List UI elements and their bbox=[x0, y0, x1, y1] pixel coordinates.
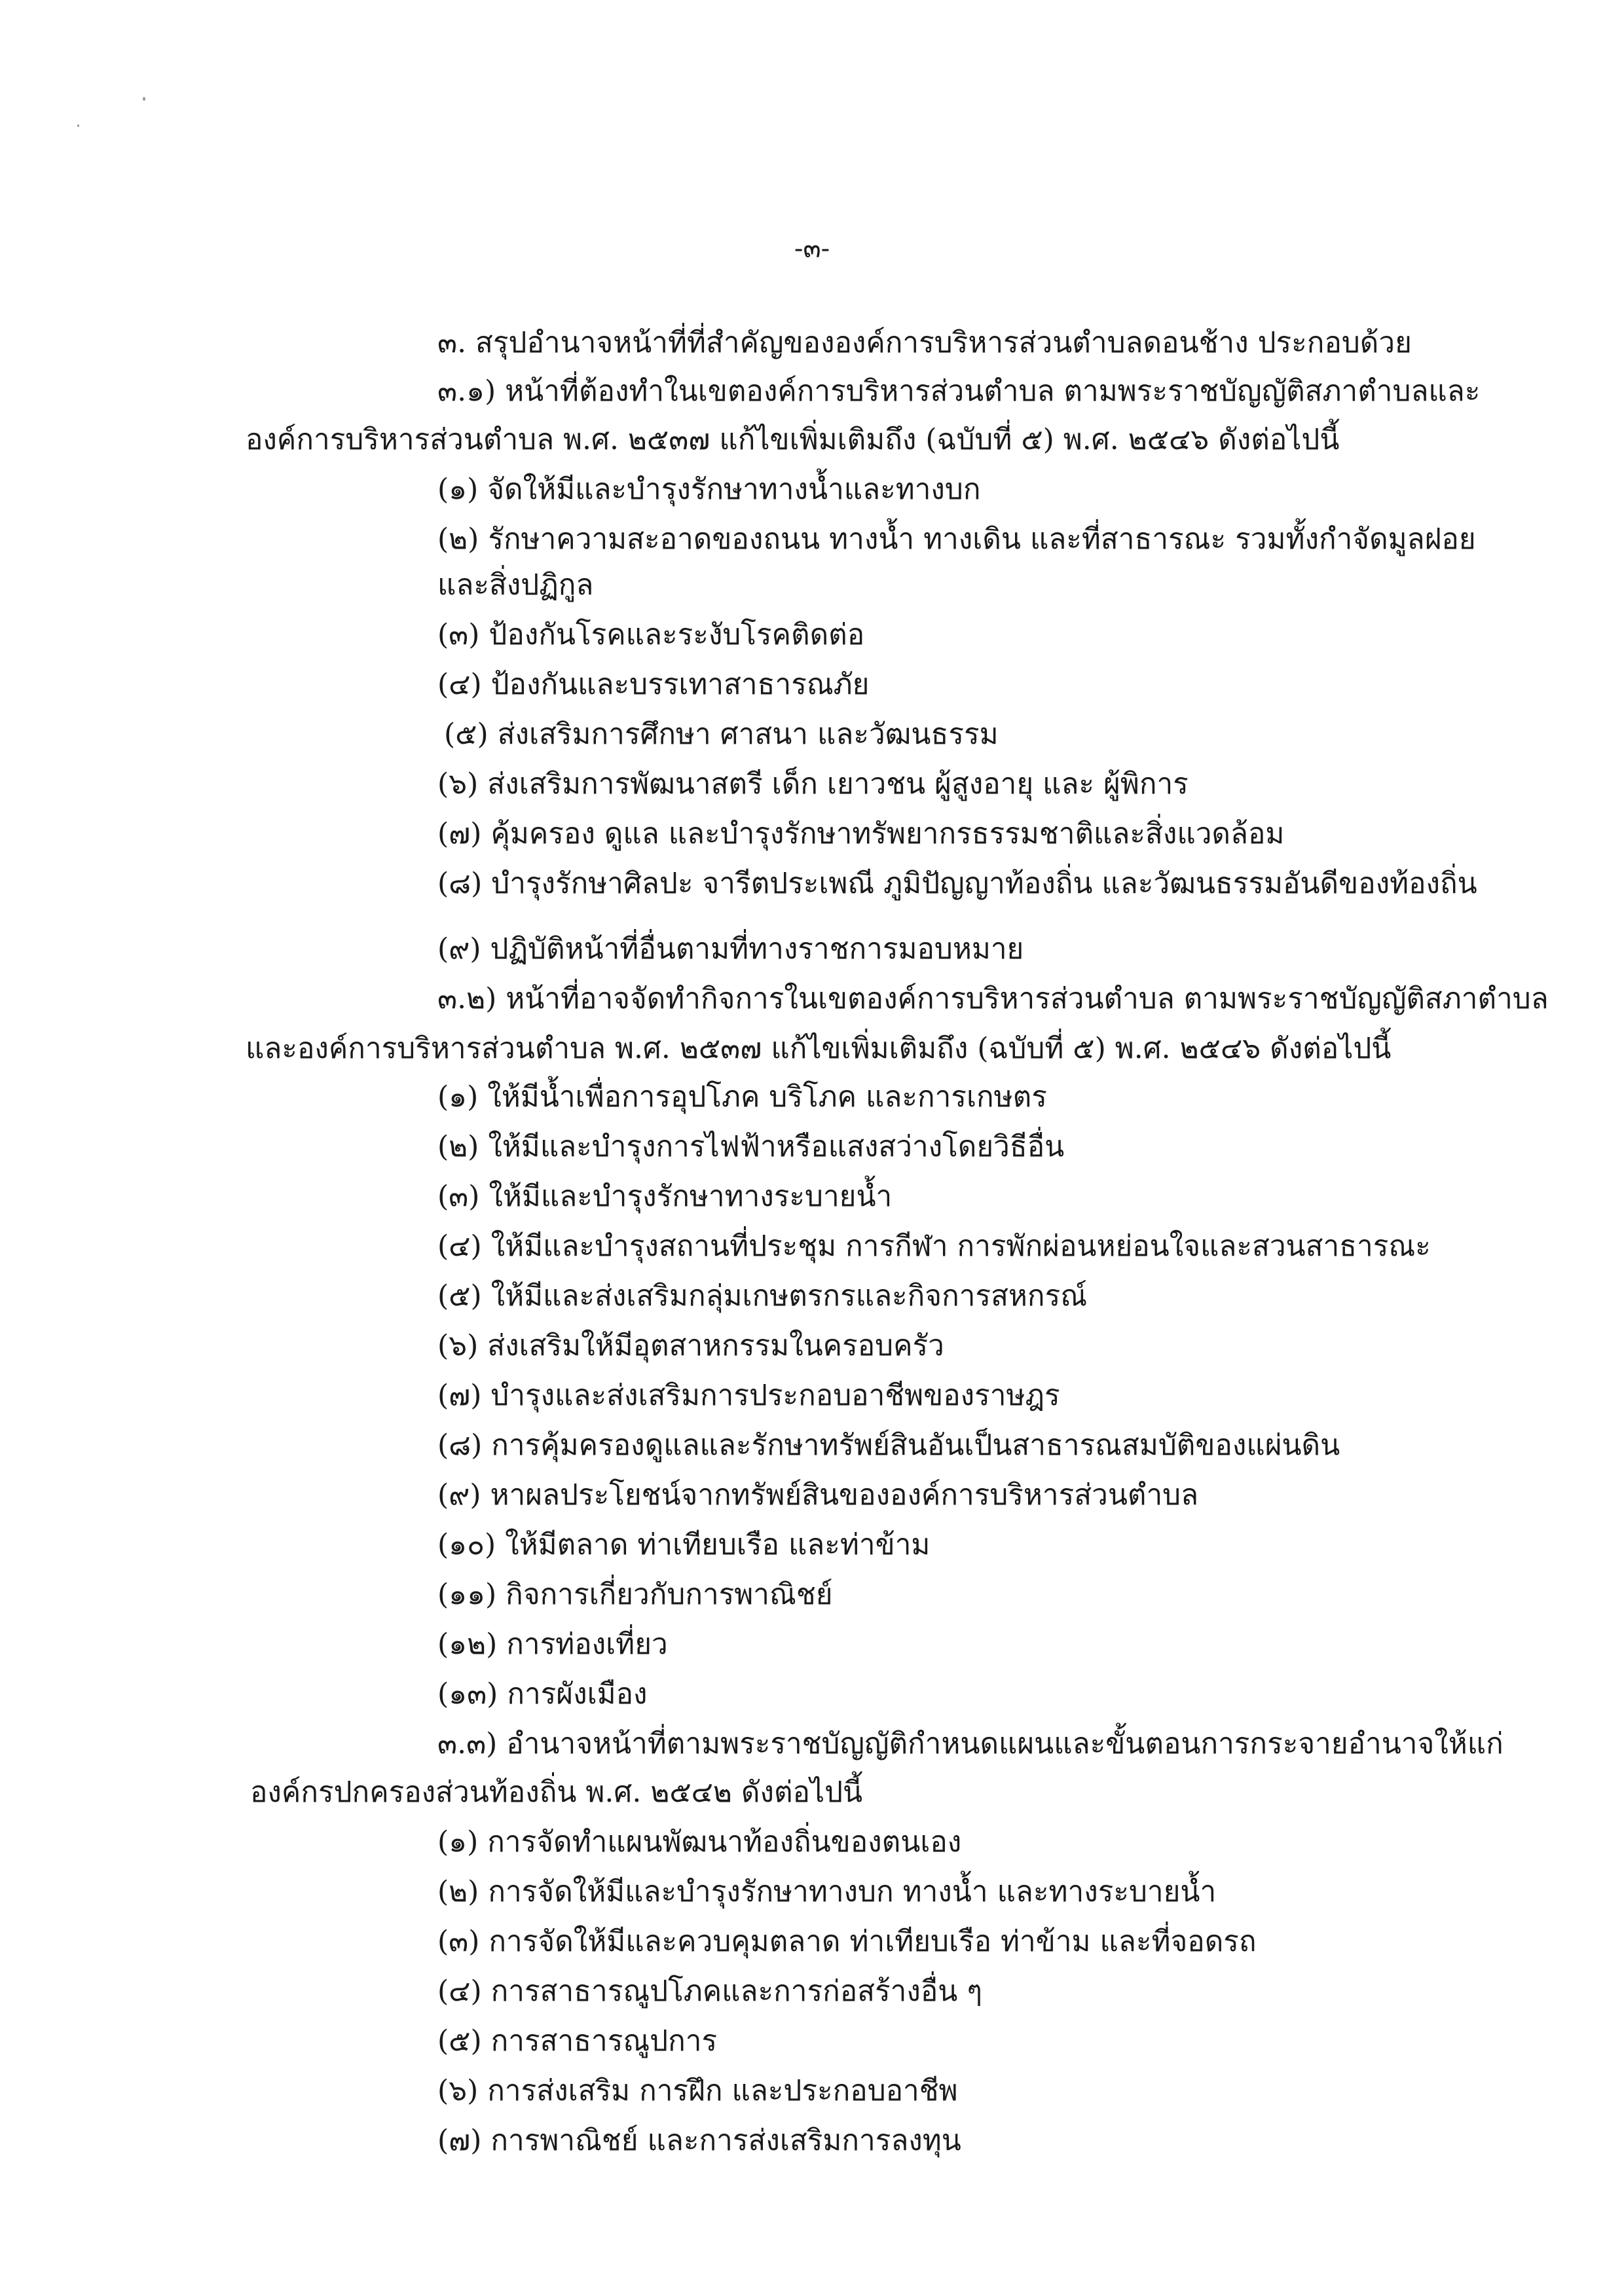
scan-speck bbox=[143, 97, 145, 101]
section-3-1-intro-continued: องค์การบริหารส่วนตำบล พ.ศ. ๒๕๓๗ แก้ไขเพิ่มเติมถึง (ฉบับที่ ๕) พ.ศ. ๒๕๔๖ ดังต่อไปนี้ bbox=[246, 423, 1340, 456]
list-item: (๑๓) การผังเมือง bbox=[437, 1677, 648, 1711]
list-item: (๖) ส่งเสริมการพัฒนาสตรี เด็ก เยาวชน ผู้สูงอายุ และ ผู้พิการ bbox=[437, 767, 1189, 801]
list-item: (๓) การจัดให้มีและควบคุมตลาด ท่าเทียบเรือ ท่าข้าม และที่จอดรถ bbox=[437, 1925, 1257, 1958]
list-item-continued: และสิ่งปฏิกูล bbox=[437, 568, 594, 602]
section-heading: ๓. สรุปอำนาจหน้าที่ที่สำคัญขององค์การบริหารส่วนตำบลดอนช้าง ประกอบด้วย bbox=[437, 326, 1412, 359]
section-3-2-intro-continued: และองค์การบริหารส่วนตำบล พ.ศ. ๒๕๓๗ แก้ไขเพิ่มเติมถึง (ฉบับที่ ๕) พ.ศ. ๒๕๔๖ ดังต่อไปนี้ bbox=[246, 1032, 1392, 1065]
list-item: (๗) การพาณิชย์ และการส่งเสริมการลงทุน bbox=[437, 2124, 961, 2157]
list-item: (๕) ให้มีและส่งเสริมกลุ่มเกษตรกรและกิจการสหกรณ์ bbox=[437, 1279, 1088, 1313]
list-item: (๕) ส่งเสริมการศึกษา ศาสนา และวัฒนธรรม bbox=[444, 718, 999, 751]
section-3-3-intro: ๓.๓) อำนาจหน้าที่ตามพระราชบัญญัติกำหนดแผนและขั้นตอนการกระจายอำนาจให้แก่ bbox=[437, 1727, 1504, 1760]
list-item: (๗) คุ้มครอง ดูแล และบำรุงรักษาทรัพยากรธรรมชาติและสิ่งแวดล้อม bbox=[437, 817, 1285, 850]
list-item: (๑) ให้มีน้ำเพื่อการอุปโภค บริโภค และการเกษตร bbox=[437, 1080, 1047, 1114]
list-item: (๕) การสาธารณูปการ bbox=[437, 2024, 718, 2058]
section-3-1-intro: ๓.๑) หน้าที่ต้องทำในเขตองค์การบริหารส่วนตำบล ตามพระราชบัญญัติสภาตำบลและ bbox=[437, 374, 1481, 408]
list-item: (๒) รักษาความสะอาดของถนน ทางน้ำ ทางเดิน และที่สาธารณะ รวมทั้งกำจัดมูลฝอย bbox=[437, 522, 1476, 556]
list-item: (๓) ป้องกันโรคและระงับโรคติดต่อ bbox=[437, 618, 865, 651]
list-item: (๓) ให้มีและบำรุงรักษาทางระบายน้ำ bbox=[437, 1180, 893, 1213]
list-item: (๑๐) ให้มีตลาด ท่าเทียบเรือ และท่าข้าม bbox=[437, 1528, 931, 1561]
page-number: -๓- bbox=[794, 234, 830, 264]
list-item: (๘) การคุ้มครองดูแลและรักษาทรัพย์สินอันเป็นสาธารณสมบัติของแผ่นดิน bbox=[437, 1429, 1340, 1462]
section-3-3-intro-continued: องค์กรปกครองส่วนท้องถิ่น พ.ศ. ๒๕๔๒ ดังต่อไปนี้ bbox=[250, 1776, 863, 1809]
list-item: (๘) บำรุงรักษาศิลปะ จารีตประเพณี ภูมิปัญญาท้องถิ่น และวัฒนธรรมอันดีของท้องถิ่น bbox=[437, 867, 1477, 900]
list-item: (๙) ปฏิบัติหน้าที่อื่นตามที่ทางราชการมอบหมาย bbox=[437, 932, 1024, 966]
list-item: (๖) ส่งเสริมให้มีอุตสาหกรรมในครอบครัว bbox=[437, 1329, 944, 1362]
list-item: (๒) การจัดให้มีและบำรุงรักษาทางบก ทางน้ำ และทางระบายน้ำ bbox=[437, 1875, 1217, 1908]
list-item: (๔) ป้องกันและบรรเทาสาธารณภัย bbox=[437, 668, 870, 701]
list-item: (๔) การสาธารณูปโภคและการก่อสร้างอื่น ๆ bbox=[437, 1975, 982, 2008]
list-item: (๖) การส่งเสริม การฝึก และประกอบอาชีพ bbox=[437, 2074, 958, 2107]
scan-speck bbox=[77, 124, 79, 127]
section-3-2-intro: ๓.๒) หน้าที่อาจจัดทำกิจการในเขตองค์การบริหารส่วนตำบล ตามพระราชบัญญัติสภาตำบล bbox=[437, 982, 1549, 1015]
list-item: (๑๒) การท่องเที่ยว bbox=[437, 1628, 668, 1661]
list-item: (๑) การจัดทำแผนพัฒนาท้องถิ่นของตนเอง bbox=[437, 1825, 962, 1859]
list-item: (๙) หาผลประโยชน์จากทรัพย์สินขององค์การบริหารส่วนตำบล bbox=[437, 1478, 1199, 1512]
list-item: (๑๑) กิจการเกี่ยวกับการพาณิชย์ bbox=[437, 1578, 833, 1611]
list-item: (๗) บำรุงและส่งเสริมการประกอบอาชีพของราษฎร bbox=[437, 1379, 1060, 1412]
list-item: (๑) จัดให้มีและบำรุงรักษาทางน้ำและทางบก bbox=[437, 473, 981, 506]
list-item: (๔) ให้มีและบำรุงสถานที่ประชุม การกีฬา การพักผ่อนหย่อนใจและสวนสาธารณะ bbox=[437, 1230, 1431, 1263]
list-item: (๒) ให้มีและบำรุงการไฟฟ้าหรือแสงสว่างโดยวิธีอื่น bbox=[437, 1130, 1065, 1163]
